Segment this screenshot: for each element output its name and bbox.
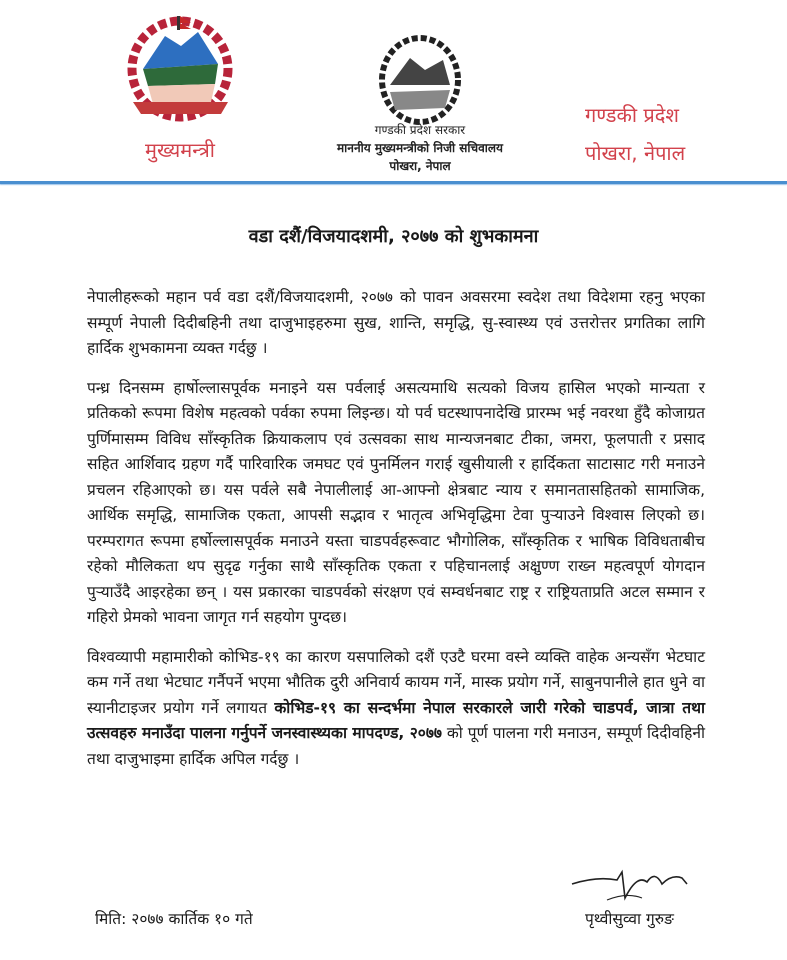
office-seal-icon bbox=[325, 30, 515, 180]
letterhead bbox=[0, 0, 787, 190]
paragraph-2: पन्ध्र दिनसम्म हार्षोल्लासपूर्वक मनाइने यस पर्वलाई असत्यमाथि सत्यको विजय हासिल भएको मान्यता र प्रतिकको रूपमा विशेष महत्वको पर्वका रुपमा लिइन्छ। यो पर्व घटस्थापनादेखि प्रारम्भ भई नवरथा हुँदै कोजाग्रत पुर्णिमासम्म विविध साँस्कृतिक क्रियाकलाप एवं उत्सवका साथ मान्यजनबाट टीका, जमरा, फूलपाती र प्रसाद सहित आर्शिवाद ग्रहण गर्दै पारिवारिक जमघट एवं पुनर्मिलन गराई खुसीयाली र हार्दिकता साटासाट गरी मनाउने प्रचलन रहिआएको छ। यस पर्वले सबै नेपालीलाई आ-आफ्नो क्षेत्रबाट न्याय र समानतासहितको सामाजिक, आर्थिक समृद्धि, सामाजिक एकता, आपसी सद्भाव र भातृत्व अभिवृद्धिमा टेवा पुऱ्याउने विश्वास लिएको छ। परम्परागत रूपमा हर्षोल्लासपूर्वक मनाउने यस्ता चाडपर्वहरूवाट भौगोलिक, साँस्कृतिक र भाषिक विविधताबीच रहेको मौलिकता थप सुदृढ गर्नुका साथै साँस्कृतिक एकता र पहिचानलाई अक्षुण्ण राख्न महत्वपूर्ण योगदान पुऱ्याउँदै आइरहेका छन् । यस प्रकारका चाडपर्वको संरक्षण एवं सम्वर्धनबाट राष्ट्र र राष्ट्रियताप्रति अटल सम्मान र गहिरो प्रेमको भावना जागृत गर्न सहयोग पुग्दछ। bbox=[87, 378, 705, 626]
header-divider bbox=[0, 181, 787, 184]
paragraph-3 bbox=[87, 645, 705, 773]
paragraph-3-end: को पूर्ण पालना गरी मनाउन, सम्पूर्ण दिदीवहिनी तथा दाजुभाइमा हार्दिक अपिल गर्दछु । bbox=[87, 724, 705, 768]
paragraph-3-bold: कोभिड-१९ का सन्दर्भमा नेपाल सरकारले जारी गरेको चाडपर्व, जात्रा तथा उत्सवहरु मनाउँदा पालना गर्नुपर्ने जनस्वास्थ्यका मापदण्ड, २०७७ bbox=[87, 698, 705, 742]
city-country: पोखरा, नेपाल bbox=[585, 141, 686, 165]
paragraph-3-start: विश्वव्यापी महामारीको कोभिड-१९ का कारण यसपालिको दशैं एउटै घरमा वस्ने व्यक्ति वाहेक अन्यसँग भेटघाट कम गर्ने तथा भेटघाट गर्नैपर्ने भएमा भौतिक दुरी अनिवार्य कायम गर्ने, मास्क प्रयोग गर्ने, साबुनपानीले हात धुने वा स्यानीटाइजर प्रयोग गर्ने लगायत bbox=[87, 647, 705, 717]
signer-name: पृथ्वीसुव्वा गुरुङ bbox=[585, 910, 674, 928]
nepal-coat-of-arms-icon bbox=[103, 14, 258, 124]
seal-line-2: माननीय मुख्यमन्त्रीको निजी सचिवालय bbox=[337, 141, 503, 155]
letter-date: मिति: २०७७ कार्तिक १० गते bbox=[95, 910, 253, 928]
letter-body bbox=[87, 285, 705, 786]
letter-title: वडा दशैं/विजयादशमी, २०७७ को शुभकामना bbox=[248, 226, 539, 247]
signature-icon bbox=[567, 862, 697, 907]
province-address bbox=[585, 96, 725, 172]
seal-line-3: पोखरा, नेपाल bbox=[389, 159, 451, 173]
chief-minister-label: मुख्यमन्त्री bbox=[145, 138, 215, 162]
seal-line-1: गण्डकी प्रदेश सरकार bbox=[374, 123, 466, 137]
province-name: गण्डकी प्रदेश bbox=[585, 103, 679, 127]
paragraph-1: नेपालीहरूको महान पर्व वडा दशैं/विजयादशमी, २०७७ को पावन अवसरमा स्वदेश तथा विदेशमा रहनु भएका सम्पूर्ण नेपाली दिदीबहिनी तथा दाजुभाइहरुमा सुख, शान्ति, समृद्धि, सु-स्वास्थ्य एवं उत्तरोत्तर प्रगतिका लागि हार्दिक शुभकामना व्यक्त गर्दछु । bbox=[87, 288, 705, 357]
